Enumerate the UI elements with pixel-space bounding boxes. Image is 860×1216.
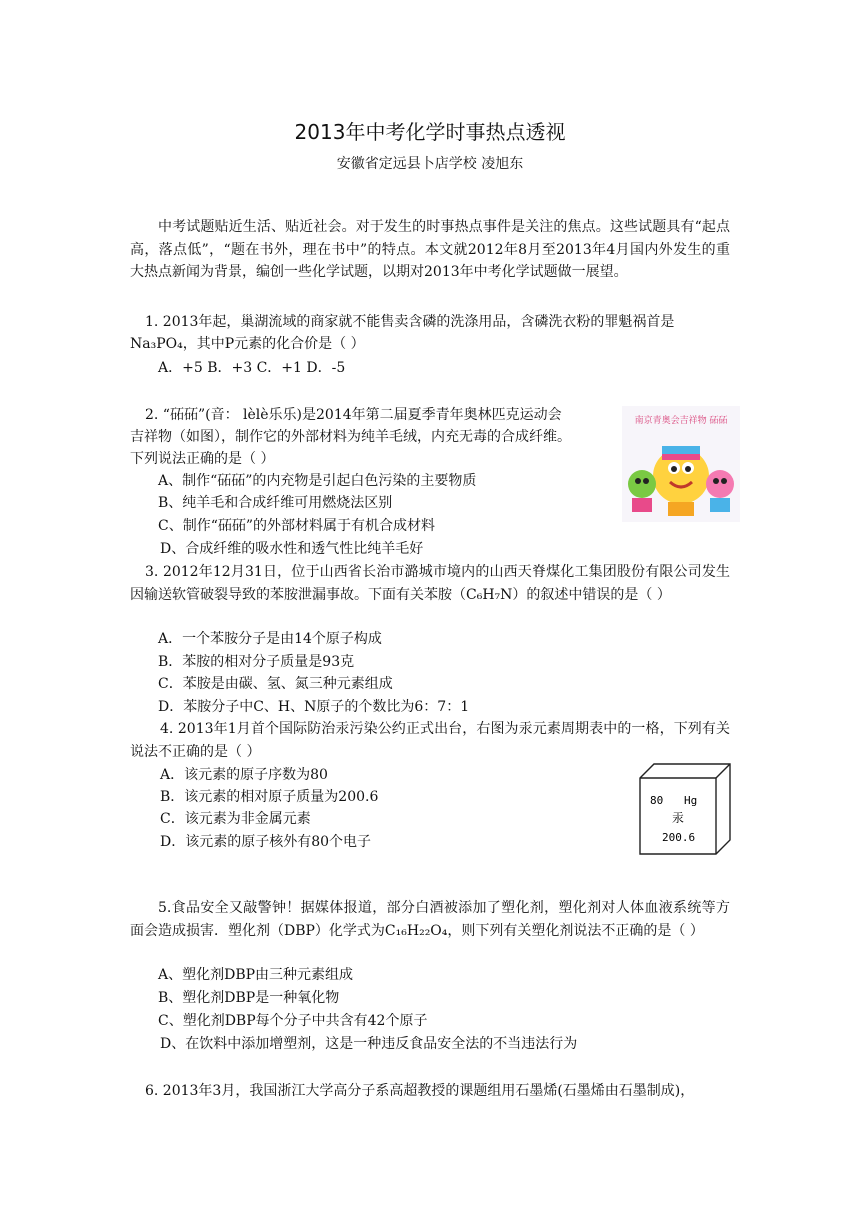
mercury-element-cell bbox=[636, 760, 734, 858]
q2-option-b: B、纯羊毛和合成纤维可用燃烧法区别 bbox=[158, 495, 393, 511]
q4-option-d: D．该元素的原子核外有80个电子 bbox=[160, 834, 372, 850]
q4-option-b: B．该元素的相对原子质量为200.6 bbox=[160, 789, 379, 805]
q3-option-d: D．苯胺分子中C、H、N原子的个数比为6：7：1 bbox=[158, 699, 470, 715]
hg-mass: 200.6 bbox=[662, 831, 696, 844]
q4-option-a: A．该元素的原子序数为80 bbox=[160, 767, 328, 783]
q2-option-d: D、合成纤维的吸水性和透气性比纯羊毛好 bbox=[160, 541, 424, 557]
mascot-image bbox=[622, 406, 740, 522]
q4-stem: 4. 2013年1月首个国际防治汞污染公约正式出台，右图为汞元素周期表中的一格，下列有关说法不正确的是（ ） bbox=[130, 721, 730, 760]
hg-atomic-number: 80 bbox=[650, 794, 664, 807]
mascot-caption: 南京青奥会吉祥物 砳砳 bbox=[634, 416, 728, 426]
q2-option-c: C、制作“砳砳”的外部材料属于有机合成材料 bbox=[158, 518, 436, 534]
q2-option-a: A、制作“砳砳”的内充物是引起白色污染的主要物质 bbox=[158, 473, 477, 489]
q3-option-a: A．一个苯胺分子是由14个原子构成 bbox=[158, 631, 382, 647]
hg-name: 汞 bbox=[672, 811, 685, 825]
q6-stem-line1: 6. 2013年3月，我国浙江大学高分子系高超教授的课题组用石墨烯(石墨烯由石墨制成)， bbox=[145, 1083, 695, 1099]
q2-stem-line1: 2. “砳砳”(音： lèlè乐乐)是2014年第二届夏季青年奥林匹克运动会 bbox=[145, 407, 562, 423]
q5-stem: 5.食品安全又敲警钟！据媒体报道，部分白酒被添加了塑化剂，塑化剂对人体血液系统等方面会造成损害．塑化剂（DBP）化学式为C₁₆H₂₂O₄，则下列有关塑化剂说法不正确的是（ ） bbox=[130, 900, 730, 939]
q1-options: A．+5 B．+3 C．+1 D．-5 bbox=[158, 360, 346, 376]
q1-stem-line1: 1. 2013年起，巢湖流域的商家就不能售卖含磷的洗涤用品，含磷洗衣粉的罪魁祸首是 bbox=[145, 314, 675, 330]
q1-stem-line2: Na₃PO₄，其中P元素的化合价是（ ） bbox=[130, 336, 365, 352]
q2-stem-line2: 吉祥物（如图），制作它的外部材料为纯羊毛绒，内充无毒的合成纤维。 bbox=[130, 429, 571, 445]
page-title: 2013年中考化学时事热点透视 bbox=[294, 120, 566, 144]
q5-option-b: B、塑化剂DBP是一种氧化物 bbox=[158, 990, 340, 1006]
hg-symbol: Hg bbox=[684, 794, 698, 807]
q5-option-d: D、在饮料中添加增塑剂，这是一种违反食品安全法的不当违法行为 bbox=[160, 1036, 578, 1052]
q3-option-b: B．苯胺的相对分子质量是93克 bbox=[158, 654, 355, 670]
q3-option-c: C．苯胺是由碳、氢、氮三种元素组成 bbox=[158, 676, 393, 692]
q2-stem-line3: 下列说法正确的是（ ） bbox=[130, 451, 275, 467]
q5-option-c: C、塑化剂DBP每个分子中共含有42个原子 bbox=[158, 1013, 428, 1029]
q4-option-c: C．该元素为非金属元素 bbox=[160, 811, 311, 827]
q3-stem: 3. 2012年12月31日，位于山西省长治市潞城市境内的山西天脊煤化工集团股份有限公司发生因输送软管破裂导致的苯胺泄漏事故。下面有关苯胺（C₆H₇N）的叙述中错误的是（ ） bbox=[130, 564, 730, 603]
author-line: 安徽省定远县卜店学校 凌旭东 bbox=[336, 156, 524, 172]
intro-paragraph: 中考试题贴近生活、贴近社会。对于发生的时事热点事件是关注的焦点。这些试题具有“起点高，落点低”，“题在书外，理在书中”的特点。本文就2012年8月至2013年4月国内外发生的重大热点新闻为背景，编创一些化学试题，以期对2013年中考化学试题做一展望。 bbox=[130, 219, 730, 280]
q5-option-a: A、塑化剂DBP由三种元素组成 bbox=[158, 967, 354, 983]
